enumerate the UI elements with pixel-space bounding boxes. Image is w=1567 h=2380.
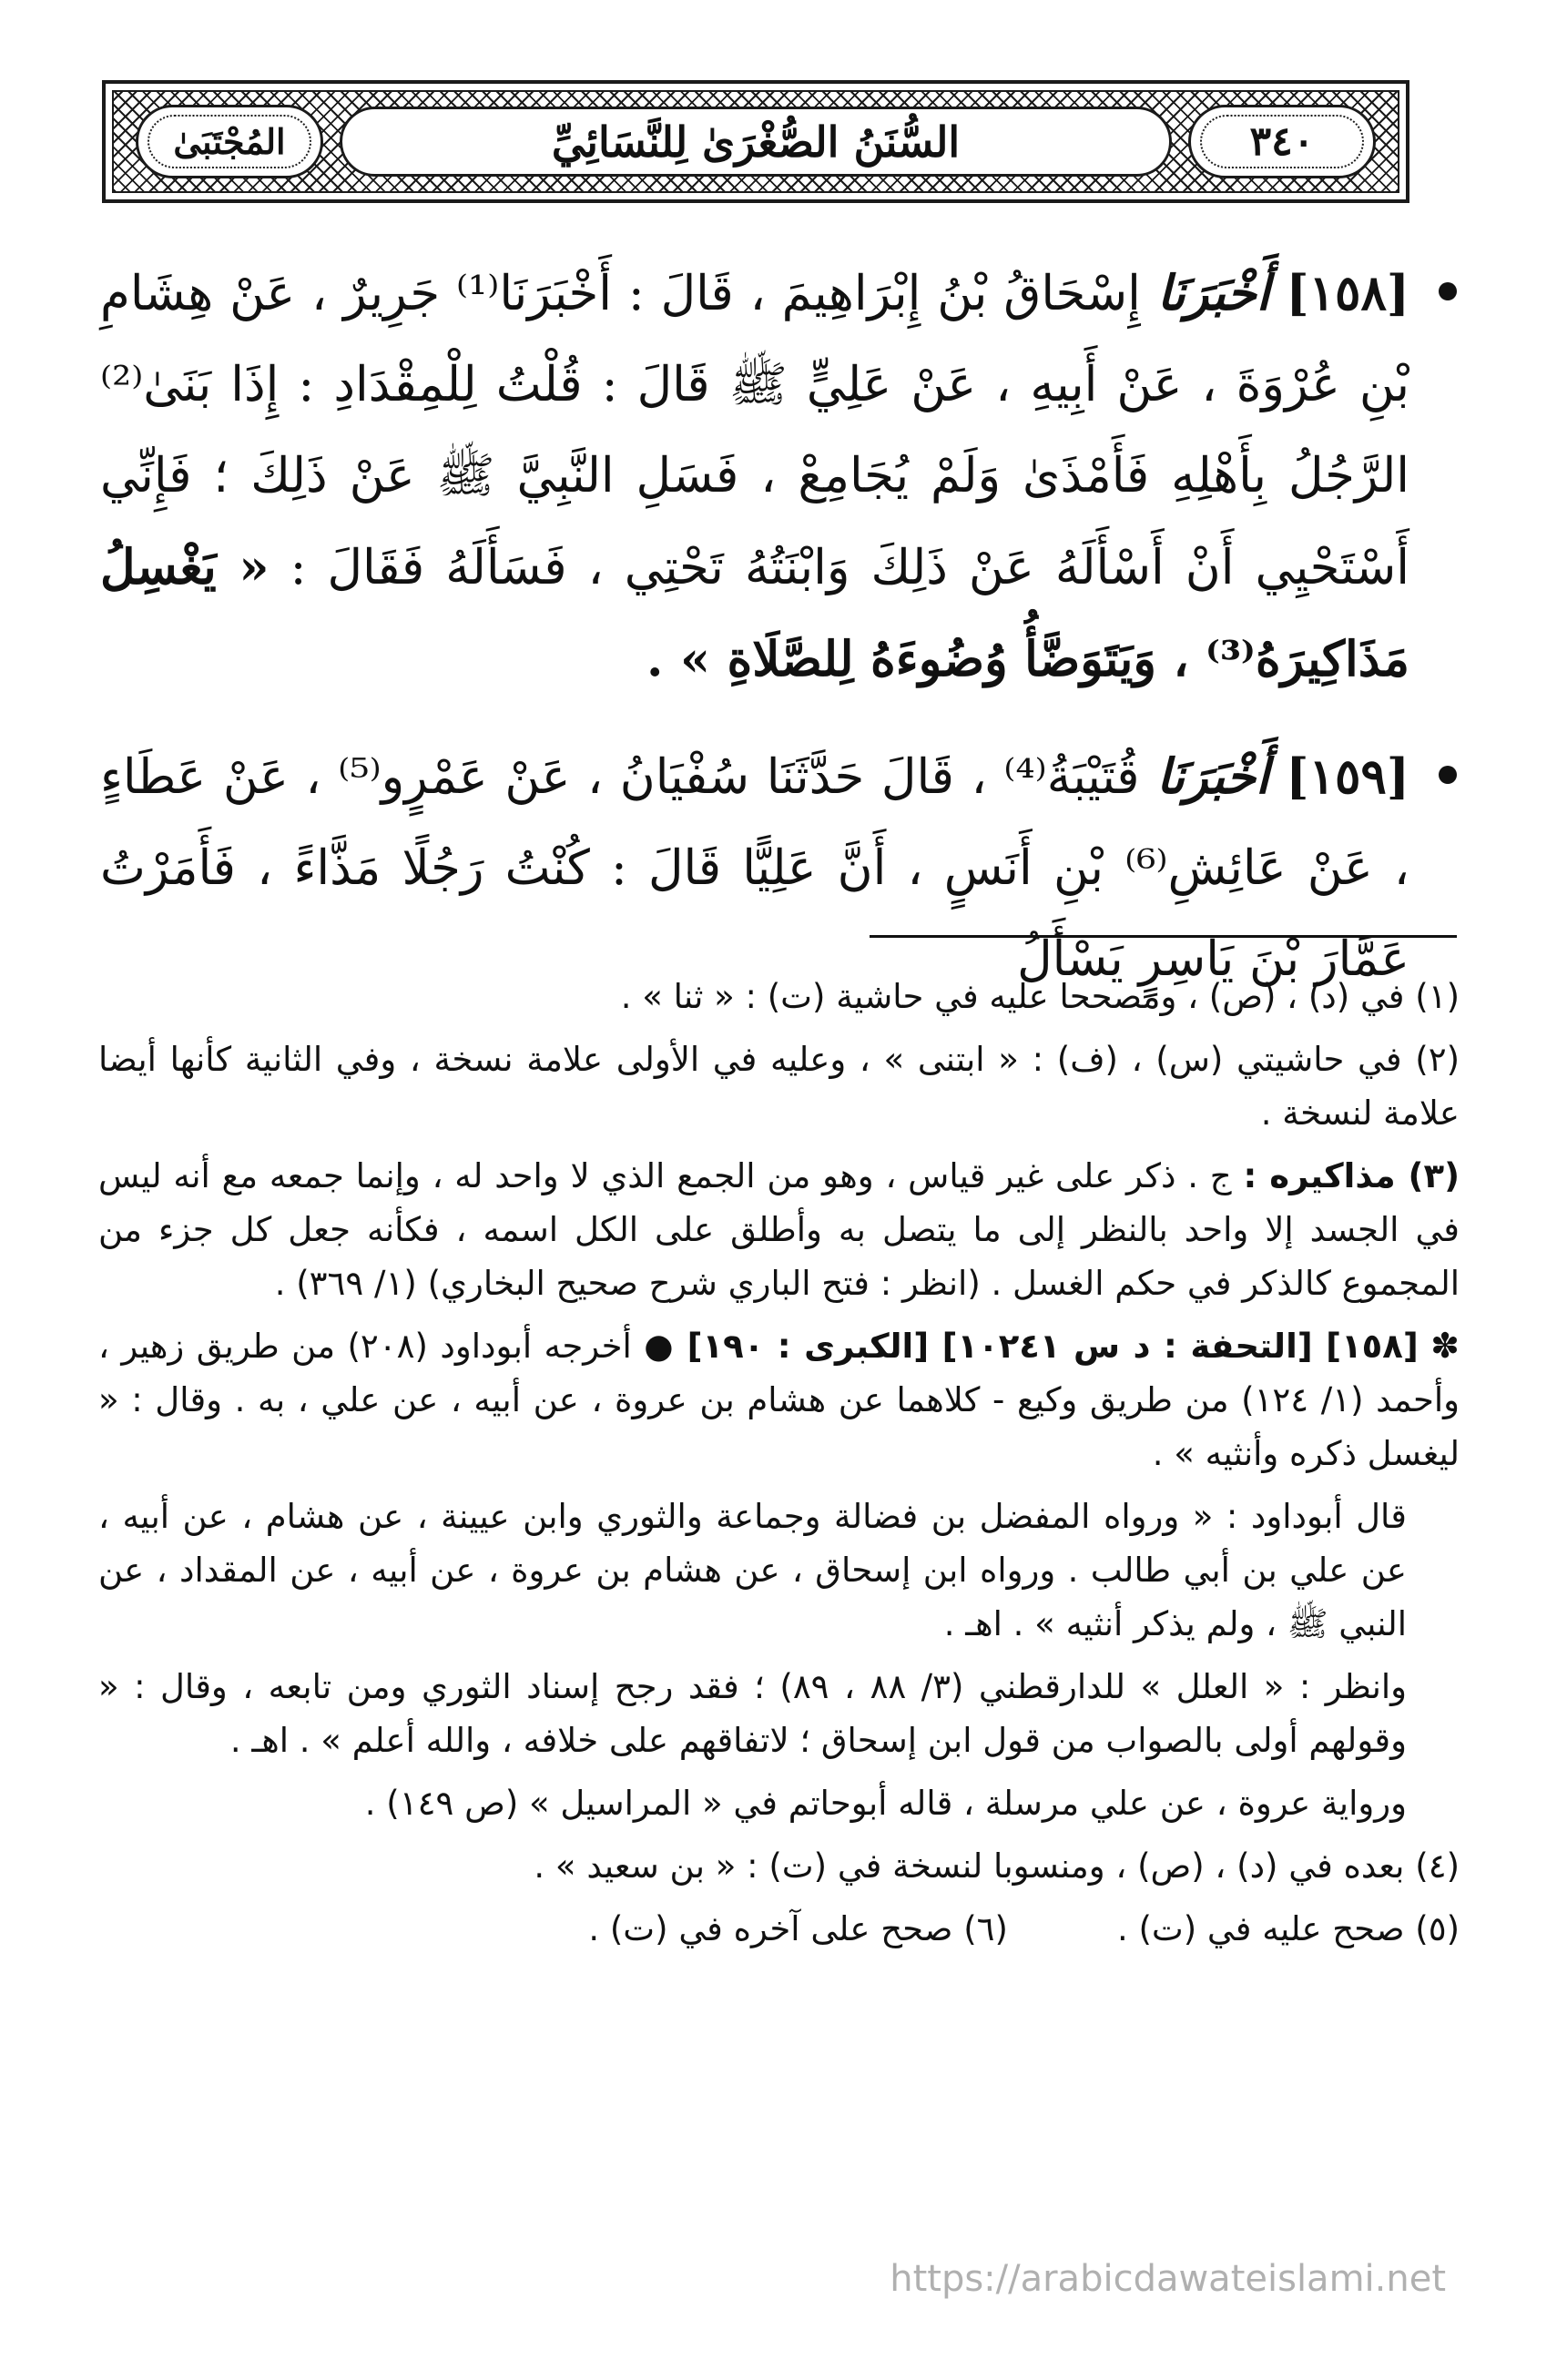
page-number: ٣٤٠ — [1249, 118, 1315, 165]
hadith-number: [١٥٨] — [1286, 265, 1409, 321]
footnotes-5-6 — [98, 1902, 1460, 1956]
footnote-2: (٢) في حاشيتي (س) ، (ف) : « ابتنى » ، وعليه في الأولى علامة نسخة ، وفي الثانية كأنها أيضا علامة لنسخة . — [98, 1040, 1460, 1133]
ornamental-header — [102, 80, 1409, 203]
section-title: المُجْتَبَىٰ — [173, 121, 286, 162]
hadith-lead: أَخْبَرَنَا — [1156, 265, 1270, 321]
hadith-body: قُتَيْبَةُ⁽⁴⁾ ، قَالَ حَدَّثَنَا سُفْيَانُ ، عَنْ عَمْرٍو⁽⁵⁾ ، عَنْ عَطَاءٍ ، عَنْ عَائِشِ⁽⁶⁾ بْنِ أَنَسٍ ، أَنَّ عَلِيًّا قَالَ : كُنْتُ رَجُلًا مَذَّاءً ، فَأَمَرْتُ عَمَّارَ بْنَ يَاسِرٍ يَسْأَلُ — [100, 749, 1409, 987]
takhrij-abudawud: قال أبوداود : « ورواه المفضل بن فضالة وجماعة والثوري وابن عيينة ، عن هشام ، عن أبيه ، عن علي بن أبي طالب . ورواه ابن إسحاق ، عن هشام بن عروة ، عن أبيه ، عن المقداد ، عن النبي ﷺ ، ولم يذكر أنثيه » . اهـ . — [98, 1497, 1407, 1643]
footnote-divider — [870, 935, 1457, 938]
hadith-number: [١٥٩] — [1286, 748, 1409, 805]
takhrij-158 — [98, 1319, 1460, 1480]
hadith-lead: أَخْبَرَنَا — [1156, 748, 1269, 805]
takhrij-head: [١٥٨] [التحفة : د س ١٠٢٤١] [الكبرى : ١٩٠] — [687, 1327, 1419, 1366]
takhrij-body: أخرجه أبوداود (٢٠٨) من طريق زهير ، وأحمد (١/ ١٢٤) من طريق وكيع - كلاهما عن هشام بن عروة ، عن أبيه ، عن علي ، به . وقال : « ليغسل ذكره وأنثيه » . — [98, 1327, 1460, 1473]
hadith-158 — [100, 248, 1457, 706]
page-number-medallion — [1188, 105, 1376, 178]
footnote-1: (١) في (د) ، (ص) ، ومصححا عليه في حاشية (ت) : « ثنا » . — [620, 977, 1460, 1016]
footnotes-block — [98, 970, 1460, 1956]
hadith-text-block — [100, 248, 1457, 1031]
footnote-3 — [98, 1149, 1460, 1310]
footnote-3-head: (٣) مذاكيره : — [1243, 1156, 1460, 1195]
bullet-icon — [1439, 282, 1457, 300]
watermark-url: https://arabicdawateislami.net — [890, 2258, 1446, 2300]
book-title: السُّنَنُ الصُّغْرَىٰ لِلنَّسَائِيِّ — [551, 117, 961, 167]
header-ornament-pattern — [112, 90, 1399, 193]
dot-icon: ● — [644, 1327, 676, 1366]
prophetic-speech: « يَغْسِلُ مَذَاكِيرَهُ⁽³⁾ ، وَيَتَوَضَّأُ وُضُوءَهُ لِلصَّلَاةِ » . — [100, 539, 1409, 687]
section-medallion — [136, 105, 323, 178]
takhrij-abuhatim: ورواية عروة ، عن علي مرسلة ، قاله أبوحاتم في « المراسيل » (ص ١٤٩) . — [364, 1784, 1407, 1823]
footnote-5: (٥) صحح عليه في (ت) . — [1116, 1909, 1460, 1948]
footnote-6: (٦) صحح على آخره في (ت) . — [588, 1909, 1008, 1948]
takhrij-daraqutni: وانظر : « العلل » للدارقطني (٣/ ٨٨ ، ٨٩) ؛ فقد رجح إسناد الثوري ومن تابعه ، وقال : « وقولهم أولى بالصواب من قول ابن إسحاق ؛ لاتفاقهم على خلافه ، والله أعلم » . اهـ . — [98, 1667, 1408, 1760]
hadith-body: إِسْحَاقُ بْنُ إِبْرَاهِيمَ ، قَالَ : أَخْبَرَنَا⁽¹⁾ جَرِيرٌ ، عَنْ هِشَامِ بْنِ عُرْوَةَ ، عَنْ أَبِيهِ ، عَنْ عَلِيٍّ ﷺ قَالَ : قُلْتُ لِلْمِقْدَادِ : إِذَا بَنَىٰ⁽²⁾ الرَّجُلُ بِأَهْلِهِ فَأَمْذَىٰ وَلَمْ يُجَامِعْ ، فَسَلِ النَّبِيَّ ﷺ عَنْ ذَلِكَ ؛ فَإِنِّي أَسْتَحْيِي أَنْ أَسْأَلَهُ عَنْ ذَلِكَ وَابْنَتُهُ تَحْتِي ، فَسَأَلَهُ فَقَالَ : — [100, 266, 1409, 595]
footnote-3-body: ج . ذكر على غير قياس ، وهو من الجمع الذي لا واحد له ، وإنما جمعه مع أنه ليس في الجسد إلا واحد بالنظر إلى ما يتصل به وأطلق على الكل اسمه ، فكأنه جعل كل جزء من المجموع كالذكر في حكم الغسل . (انظر : فتح الباري شرح صحيح البخاري) (١/ ٣٦٩) . — [98, 1156, 1460, 1303]
hadith-159 — [100, 731, 1457, 1005]
header-title-cartouche — [340, 107, 1172, 177]
footnote-4: (٤) بعده في (د) ، (ص) ، ومنسوبا لنسخة في (ت) : « بن سعيد » . — [534, 1846, 1460, 1886]
asterisk-icon: ✽ — [1430, 1326, 1460, 1366]
bullet-icon — [1439, 766, 1457, 784]
